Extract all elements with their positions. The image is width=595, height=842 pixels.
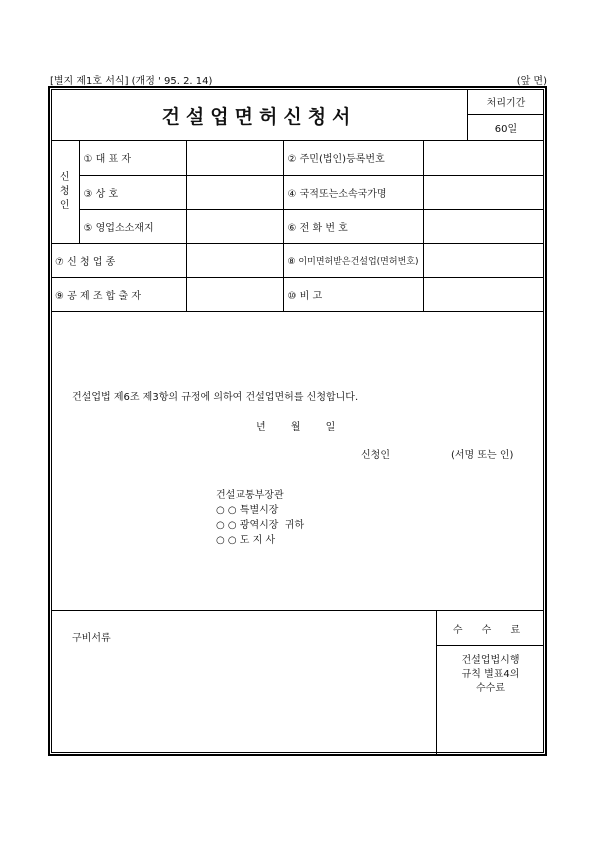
remarks-field[interactable] — [423, 277, 544, 311]
nationality-label: ④ 국적또는소속국가명 — [283, 175, 423, 209]
addressee-block — [216, 488, 304, 548]
applicant-label: 신청인 — [361, 450, 390, 461]
fee-description: 건설업법시행 규칙 별표4의 수수료 — [461, 655, 520, 694]
nationality-field[interactable] — [423, 175, 544, 209]
addressee-line: ○ ○ 도 지 사 — [216, 535, 276, 546]
processing-period — [467, 89, 544, 141]
application-table — [51, 141, 544, 312]
mutual-aid-label: ⑨ 공 제 조 합 출 자 — [51, 277, 186, 311]
fee-box — [436, 611, 544, 754]
form-title: 건설업면허신청서 — [161, 105, 357, 128]
fee-title: 수 수 료 — [437, 611, 544, 646]
title-row — [51, 89, 544, 141]
bottom-section — [51, 610, 544, 753]
declaration-text: 건설업법 제6조 제3항의 규정에 의하여 건설업면허를 신청합니다. — [72, 392, 359, 403]
trade-name-label: ③ 상 호 — [79, 175, 186, 209]
required-documents-label: 구비서류 — [72, 633, 111, 644]
representative-label: ① 대 표 자 — [79, 141, 186, 175]
representative-field[interactable] — [186, 141, 283, 175]
addressee-line: ○ ○ 광역시장 귀하 — [216, 520, 305, 531]
processing-period-value: 60일 — [494, 124, 518, 135]
phone-field[interactable] — [423, 209, 544, 243]
applicant-group-label: 신 청 인 — [51, 141, 79, 243]
date-line[interactable]: 년 월 일 — [256, 422, 338, 433]
office-address-field[interactable] — [186, 209, 283, 243]
trade-name-field[interactable] — [186, 175, 283, 209]
declaration-area — [51, 320, 544, 610]
addressee-line: ○ ○ 특별시장 — [216, 505, 279, 516]
applied-business-label: ⑦ 신 청 업 종 — [51, 243, 186, 277]
resident-no-field[interactable] — [423, 141, 544, 175]
phone-label: ⑥ 전 화 번 호 — [283, 209, 423, 243]
existing-license-field[interactable] — [423, 243, 544, 277]
form-reference: [별지 제1호 서식] (개정 ' 95. 2. 14) — [50, 76, 213, 87]
remarks-label: ⑩ 비 고 — [283, 277, 423, 311]
addressee-line: 건설교통부장관 — [216, 490, 284, 501]
office-address-label: ⑤ 영업소소재지 — [79, 209, 186, 243]
resident-no-label: ② 주민(법인)등록번호 — [283, 141, 423, 175]
page-side-label: (앞 면) — [516, 76, 547, 87]
processing-period-label: 처리기간 — [468, 89, 544, 115]
applied-business-field[interactable] — [186, 243, 283, 277]
mutual-aid-field[interactable] — [186, 277, 283, 311]
signature-hint[interactable]: (서명 또는 인) — [451, 450, 514, 461]
existing-license-label: ⑧ 이미면허받은건설업(면허번호) — [283, 243, 423, 277]
